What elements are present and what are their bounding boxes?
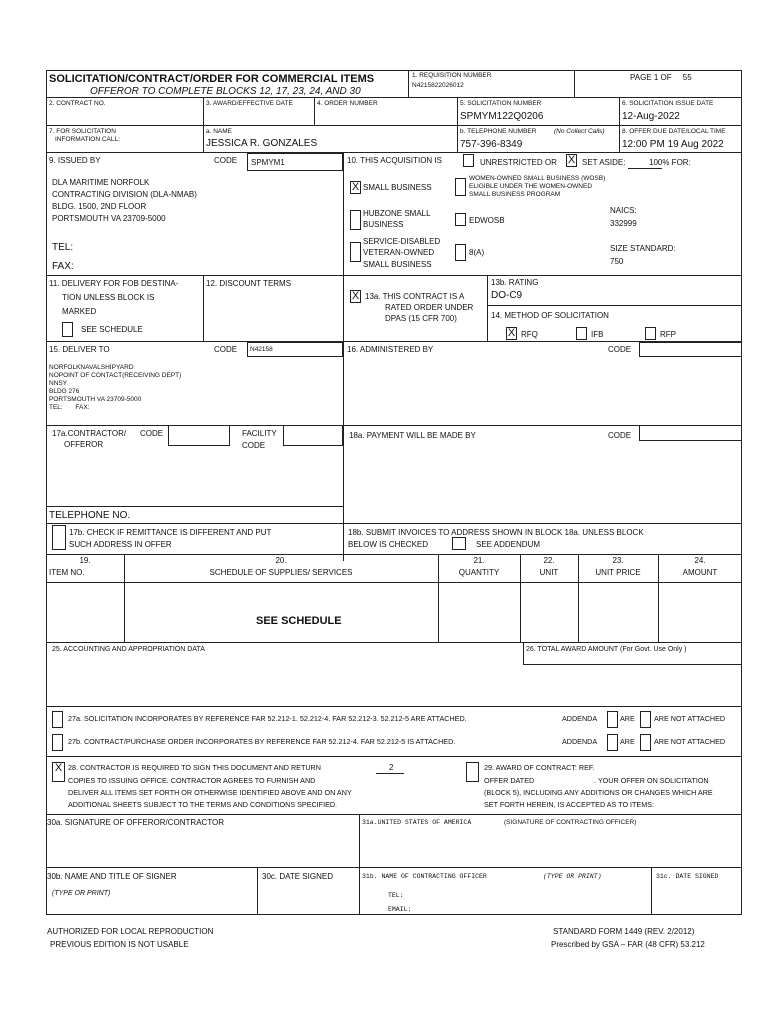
contractor-sign-checkbox[interactable]: X <box>52 762 65 782</box>
deliver-to-line-3: NNSY <box>49 380 68 387</box>
sign-label-2: COPIES TO ISSUING OFFICE. CONTRACTOR AGREES TO FURNISH AND <box>68 776 316 785</box>
telephone-label: TELEPHONE NO. <box>49 510 131 521</box>
are-not-27a-label: ARE NOT ATTACHED <box>654 714 726 723</box>
accounting-label: 25. ACCOUNTING AND APPROPRIATION DATA <box>52 646 205 653</box>
hubzone-checkbox[interactable] <box>350 210 361 230</box>
deliver-to-line-2: NOPOINT OF CONTACT(RECEIVING DEPT) <box>49 372 182 379</box>
officer-type-print: (TYPE OR PRINT) <box>543 873 602 880</box>
issued-by-label: 9. ISSUED BY <box>49 156 101 165</box>
deliver-to-line-1: NORFOLKNAVALSHIPYARD <box>49 364 134 371</box>
requisition-label: 1. REQUISITION NUMBER <box>412 72 492 79</box>
award-checkbox[interactable] <box>466 762 479 782</box>
issued-fax: FAX: <box>52 261 74 272</box>
naics-label: NAICS: <box>610 206 637 215</box>
rfq-checkbox[interactable]: X <box>507 327 516 339</box>
contact-name-value[interactable]: JESSICA R. GONZALES <box>206 138 318 149</box>
sdvosb-label-2: VETERAN-OWNED <box>363 248 435 257</box>
remittance-checkbox[interactable] <box>52 525 66 550</box>
are-27b-label: ARE <box>620 737 635 746</box>
footer-authorized: AUTHORIZED FOR LOCAL REPRODUCTION <box>47 927 214 936</box>
deliver-to-code-label: CODE <box>214 345 238 354</box>
payment-code-label: CODE <box>608 431 632 440</box>
issue-date-label: 6. SOLICITATION ISSUE DATE <box>622 100 714 107</box>
payment-label: 18a. PAYMENT WILL BE MADE BY <box>349 431 476 440</box>
deliver-to-code-value: N42158 <box>250 346 273 353</box>
set-aside-checkbox[interactable]: X <box>567 154 576 166</box>
administered-code-box[interactable] <box>639 342 742 357</box>
total-award-label: 26. TOTAL AWARD AMOUNT (For Govt. Use Only ) <box>526 646 687 653</box>
solicitation-number-value[interactable]: SPMYM122Q0206 <box>460 111 544 122</box>
offeror-signature-label: 30a. SIGNATURE OF OFFEROR/CONTRACTOR <box>47 818 225 827</box>
ifb-label: IFB <box>591 330 604 339</box>
contract-no-label: 2. CONTRACT NO. <box>49 100 106 107</box>
item-no-header: ITEM NO. <box>49 568 85 577</box>
addendum-label: SEE ADDENDUM <box>476 540 541 549</box>
rated-order-label-3: DPAS (15 CFR 700) <box>385 314 457 323</box>
are-not-27b-label: ARE NOT ATTACHED <box>654 737 726 746</box>
unit-header: UNIT <box>539 568 559 577</box>
size-standard-label: SIZE STANDARD: <box>610 244 676 253</box>
edwosb-label: EDWOSB <box>469 216 505 225</box>
facility-code-label-1: FACILITY <box>242 429 277 438</box>
addenda-27a-label: ADDENDA <box>562 714 598 723</box>
deliver-to-label: 15. DELIVER TO <box>49 345 110 354</box>
award-label-4: SET FORTH HEREIN, IS ACCEPTED AS TO ITEMS: <box>484 800 655 809</box>
requisition-value[interactable]: N4215822026012 <box>412 82 464 89</box>
award-label-1: 29. AWARD OF CONTRACT: REF. <box>484 763 595 772</box>
contact-name-label: a. NAME <box>206 128 233 135</box>
form-subtitle: OFFEROR TO COMPLETE BLOCKS 12, 17, 23, 24, AND 30 <box>90 86 361 97</box>
size-standard-value[interactable]: 750 <box>610 257 624 266</box>
wosb-checkbox[interactable] <box>455 178 466 196</box>
wosb-label-1: WOMEN-OWNED SMALL BUSINESS (WOSB) <box>469 175 606 182</box>
signer-date-label: 30c. DATE SIGNED <box>262 872 333 881</box>
issued-code-value: SPMYM1 <box>251 158 285 167</box>
solicitation-number-label: 5. SOLICITATION NUMBER <box>460 100 542 107</box>
issue-date-value[interactable]: 12-Aug-2022 <box>622 111 680 122</box>
remittance-label-1: 17b. CHECK IF REMITTANCE IS DIFFERENT AND PUT <box>69 528 272 537</box>
delivery-fob-label-3: MARKED <box>62 307 97 316</box>
rated-order-label-2: RATED ORDER UNDER <box>385 303 474 312</box>
hubzone-label-1: HUBZONE SMALL <box>363 209 431 218</box>
incorp-27a-label: 27a. SOLICITATION INCORPORATES BY REFERENCE FAR 52.212-1. 52.212-4. FAR 52.212-3. 52.212-5 ARE ATTACHED. <box>68 714 467 723</box>
footer-prescribed: Prescribed by GSA – FAR (48 CFR) 53.212 <box>551 940 705 949</box>
rfp-checkbox[interactable] <box>645 327 656 340</box>
rating-value[interactable]: DO-C9 <box>491 290 523 301</box>
eight-a-label: 8(A) <box>469 248 485 257</box>
unrestricted-checkbox[interactable] <box>463 154 474 167</box>
issued-tel: TEL: <box>52 242 74 253</box>
payment-code-box[interactable] <box>639 425 742 441</box>
usa-label: 31a.UNITED STATES OF AMERICA <box>362 819 472 826</box>
amount-header: AMOUNT <box>682 568 718 577</box>
are-27b-checkbox[interactable] <box>607 734 618 751</box>
sdvosb-label-1: SERVICE-DISABLED <box>363 237 441 246</box>
phone-label: b. TELEPHONE NUMBER <box>460 128 537 135</box>
sf1449-form <box>46 70 742 983</box>
small-business-checkbox[interactable]: X <box>351 181 360 193</box>
officer-name-label: 31b. NAME OF CONTRACTING OFFICER <box>362 873 487 880</box>
unit-number: 22. <box>543 556 555 565</box>
see-schedule-text: SEE SCHEDULE <box>256 615 342 627</box>
issued-address-3: BLDG. 1500, 2ND FLOOR <box>52 202 147 211</box>
issued-address-4: PORTSMOUTH VA 23709-5000 <box>52 214 166 223</box>
contractor-code-label: CODE <box>140 429 164 438</box>
info-call-label: 7. FOR SOLICITATION <box>49 128 116 135</box>
incorp-27b-label: 27b. CONTRACT/PURCHASE ORDER INCORPORATES BY REFERENCE FAR 52.212-4. FAR 52.212-5 IS ATTACHED. <box>68 737 456 746</box>
set-aside-label: SET ASIDE: <box>582 158 626 167</box>
officer-date-label: 31c. DATE SIGNED <box>656 873 719 880</box>
wosb-label-2: ELIGIBLE UNDER THE WOMEN-OWNED <box>469 183 593 190</box>
facility-code-label-2: CODE <box>242 441 266 450</box>
rated-order-checkbox[interactable]: X <box>351 290 360 302</box>
officer-email-label: EMAIL: <box>388 906 412 913</box>
sign-label-1: 28. CONTRACTOR IS REQUIRED TO SIGN THIS DOCUMENT AND RETURN <box>68 763 321 772</box>
delivery-fob-label-2: TION UNLESS BLOCK IS <box>62 293 155 302</box>
footer-form-number: STANDARD FORM 1449 (REV. 2/2012) <box>553 927 695 936</box>
order-number-label: 4. ORDER NUMBER <box>317 100 378 107</box>
phone-value[interactable]: 757-396-8349 <box>460 139 523 150</box>
footer-previous: PREVIOUS EDITION IS NOT USABLE <box>50 940 189 949</box>
contractor-label-1: 17a.CONTRACTOR/ <box>52 429 127 438</box>
deliver-to-line-4: BLDG 276 <box>49 388 80 395</box>
acquisition-label: 10. THIS ACQUISITION IS <box>347 156 442 165</box>
naics-value[interactable]: 332999 <box>610 219 637 228</box>
addenda-27b-label: ADDENDA <box>562 737 598 746</box>
unrestricted-label: UNRESTRICTED OR <box>480 158 557 167</box>
info-call-label-2: INFORMATION CALL: <box>55 136 120 143</box>
hubzone-label-2: BUSINESS <box>363 220 404 229</box>
phone-note: (No Collect Calls) <box>554 128 605 135</box>
are-27a-label: ARE <box>620 714 635 723</box>
discount-terms-label: 12. DISCOUNT TERMS <box>206 279 292 288</box>
form-title: SOLICITATION/CONTRACT/ORDER FOR COMMERCIAL ITEMS <box>49 73 375 85</box>
sdvosb-checkbox[interactable] <box>350 242 361 262</box>
signer-type-print: (TYPE OR PRINT) <box>52 890 111 897</box>
deliver-to-line-5: PORTSMOUTH VA 23709-5000 <box>49 396 142 403</box>
small-business-label: SMALL BUSINESS <box>363 183 432 192</box>
sdvosb-label-3: SMALL BUSINESS <box>363 260 432 269</box>
issued-code-label: CODE <box>214 156 238 165</box>
administered-by-label: 16. ADMINISTERED BY <box>347 345 434 354</box>
supplies-number: 20. <box>275 556 287 565</box>
page-number: PAGE 1 OF 55 <box>630 73 692 82</box>
incorp-27a-checkbox[interactable] <box>52 711 63 728</box>
issued-address-1: DLA MARITIME NORFOLK <box>52 178 150 187</box>
incorp-27b-checkbox[interactable] <box>52 734 63 751</box>
method-label: 14. METHOD OF SOLICITATION <box>491 311 609 320</box>
contractor-code-box[interactable] <box>168 425 230 446</box>
amount-number: 24. <box>694 556 706 565</box>
award-date-label: 3. AWARD/EFFECTIVE DATE <box>206 100 293 107</box>
award-label-3: (BLOCK 5), INCLUDING ANY ADDITIONS OR CHANGES WHICH ARE <box>484 788 713 797</box>
are-not-27a-checkbox[interactable] <box>640 711 651 728</box>
award-label-2: OFFER DATED <box>484 776 535 785</box>
sign-label-4: ADDITIONAL SHEETS SUBJECT TO THE TERMS AND CONDITIONS SPECIFIED. <box>68 800 338 809</box>
addendum-checkbox[interactable] <box>452 537 466 550</box>
sign-label-3: DELIVER ALL ITEMS SET FORTH OR OTHERWISE IDENTIFIED ABOVE AND ON ANY <box>68 788 352 797</box>
delivery-fob-label-1: 11. DELIVERY FOR FOB DESTINA- <box>49 279 179 288</box>
are-27a-checkbox[interactable] <box>607 711 618 728</box>
supplies-header: SCHEDULE OF SUPPLIES/ SERVICES <box>209 568 353 577</box>
rated-order-label-1: 13a. THIS CONTRACT IS A <box>365 292 465 301</box>
quantity-number: 21. <box>473 556 485 565</box>
edwosb-checkbox[interactable] <box>455 213 466 226</box>
see-schedule-checkbox[interactable] <box>62 322 73 337</box>
administered-code-label: CODE <box>608 345 632 354</box>
item-no-number: 19. <box>79 556 91 565</box>
are-not-27b-checkbox[interactable] <box>640 734 651 751</box>
offer-due-label: 8. OFFER DUE DATE/LOCAL TIME <box>622 128 726 135</box>
unit-price-header: UNIT PRICE <box>595 568 641 577</box>
award-label-2b: . YOUR OFFER ON SOLICITATION <box>594 776 709 785</box>
invoice-label-1: 18b. SUBMIT INVOICES TO ADDRESS SHOWN IN BLOCK 18a. UNLESS BLOCK <box>348 528 644 537</box>
contractor-label-2: OFFEROR <box>64 440 104 449</box>
signer-name-label: 30b. NAME AND TITLE OF SIGNER <box>47 872 177 881</box>
issued-address-2: CONTRACTING DIVISION (DLA-NMAB) <box>52 190 197 199</box>
remittance-label-2: SUCH ADDRESS IN OFFER <box>69 540 172 549</box>
quantity-header: QUANTITY <box>458 568 500 577</box>
deliver-to-line-6: TEL: FAX: <box>49 404 90 411</box>
rating-label: 13b. RATING <box>491 278 539 287</box>
wosb-label-3: SMALL BUSINESS PROGRAM <box>469 191 561 198</box>
facility-code-box[interactable] <box>283 425 343 446</box>
see-schedule-label: SEE SCHEDULE <box>81 325 143 334</box>
offer-due-value[interactable]: 12:00 PM 19 Aug 2022 <box>622 139 724 150</box>
officer-tel-label: TEL: <box>388 892 404 899</box>
ifb-checkbox[interactable] <box>576 327 587 340</box>
sign-copies[interactable]: 2 <box>389 763 394 772</box>
set-aside-percent: 100% FOR: <box>649 158 691 167</box>
unit-price-number: 23. <box>612 556 624 565</box>
eight-a-checkbox[interactable] <box>455 244 466 261</box>
officer-signature-label: (SIGNATURE OF CONTRACTING OFFICER) <box>504 819 637 826</box>
rfq-label: RFQ <box>521 330 538 339</box>
invoice-label-2: BELOW IS CHECKED <box>348 540 429 549</box>
rfp-label: RFP <box>660 330 676 339</box>
